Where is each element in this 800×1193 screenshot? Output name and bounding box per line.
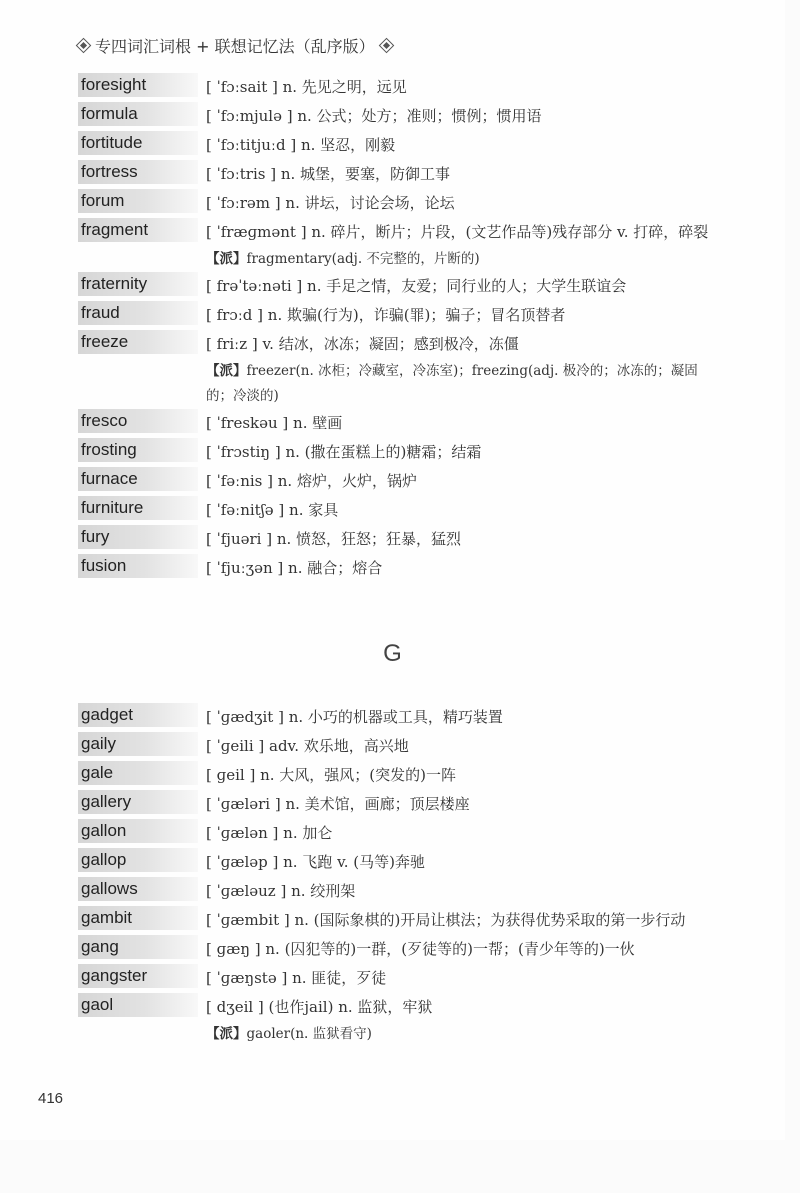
definition: [ ˈfræɡmənt ] n. 碎片，断片；片段，(文艺作品等)残存部分 v. 打碎，碎裂: [206, 223, 709, 241]
headword: furnace: [78, 467, 198, 491]
dictionary-entry: [78, 160, 718, 189]
dictionary-entry: [78, 964, 718, 993]
definition: [ ˈfɔːtris ] n. 城堡，要塞，防御工事: [206, 165, 451, 183]
headword: fury: [78, 525, 198, 549]
entry-body: [206, 496, 718, 525]
headword: foresight: [78, 73, 198, 97]
headword: fragment: [78, 218, 198, 242]
definition: [ friːz ] v. 结冰，冰冻；凝固；感到极冷，冻僵: [206, 335, 519, 353]
dictionary-entry: [78, 301, 718, 330]
headword: fresco: [78, 409, 198, 433]
entry-body: [206, 525, 718, 554]
entry-body: [206, 906, 718, 935]
dictionary-entry: [78, 848, 718, 877]
entry-body: [206, 761, 718, 790]
headword: gallon: [78, 819, 198, 843]
headword: gambit: [78, 906, 198, 930]
entry-body: [206, 301, 718, 330]
dictionary-entry: [78, 877, 718, 906]
dictionary-entry: [78, 993, 718, 1047]
definition: [ dʒeil ] (也作jail) n. 监狱，牢狱: [206, 998, 433, 1016]
dictionary-entry: [78, 131, 718, 160]
headword: freeze: [78, 330, 198, 354]
dictionary-entry: [78, 467, 718, 496]
headword: gangster: [78, 964, 198, 988]
diamond-ornament-icon: [76, 38, 92, 54]
headword: fortress: [78, 160, 198, 184]
entry-body: [206, 73, 718, 102]
dictionary-entry: [78, 218, 718, 272]
dictionary-entry: [78, 272, 718, 301]
derived-tag: 【派】: [206, 1026, 247, 1042]
derived-text: gaoler(n. 监狱看守): [246, 1026, 372, 1042]
headword: gaol: [78, 993, 198, 1017]
definition: [ frɔːd ] n. 欺骗(行为)，诈骗(罪)；骗子；冒名顶替者: [206, 306, 566, 324]
entry-body: [206, 467, 718, 496]
definition: [ ˈfjuːʒən ] n. 融合；熔合: [206, 559, 383, 577]
definition: [ ˈɡæmbit ] n. (国际象棋的)开局让棋法；为获得优势采取的第一步行动: [206, 911, 686, 929]
entry-body: [206, 993, 718, 1047]
headword: fraud: [78, 301, 198, 325]
headword: gallows: [78, 877, 198, 901]
derived-text: freezer(n. 冰柜；冷藏室，冷冻室)；freezing(adj. 极冷的；冰冻的；凝固的；冷淡的): [206, 363, 698, 404]
definition: [ ˈfjuəri ] n. 愤怒，狂怒；狂暴，猛烈: [206, 530, 462, 548]
definition: [ ˈɡæləri ] n. 美术馆，画廊；顶层楼座: [206, 795, 470, 813]
dictionary-entry: [78, 554, 718, 583]
entry-body: [206, 964, 718, 993]
dictionary-entry: [78, 409, 718, 438]
derived-tag: 【派】: [206, 363, 247, 379]
headword: formula: [78, 102, 198, 126]
page-number: 416: [38, 1090, 64, 1107]
entry-body: [206, 848, 718, 877]
definition: [ ˈɡæləuz ] n. 绞刑架: [206, 882, 356, 900]
entry-body: [206, 160, 718, 189]
headword: fraternity: [78, 272, 198, 296]
entry-body: [206, 330, 718, 409]
dictionary-entry: [78, 790, 718, 819]
entry-body: [206, 102, 718, 131]
headword: gaily: [78, 732, 198, 756]
definition: [ ˈfəːnis ] n. 熔炉，火炉，锅炉: [206, 472, 417, 490]
dictionary-entry: [78, 761, 718, 790]
entry-body: [206, 131, 718, 160]
headword: gale: [78, 761, 198, 785]
definition: [ ˈfɔːmjulə ] n. 公式；处方；准则；惯例；惯用语: [206, 107, 542, 125]
headword: gallop: [78, 848, 198, 872]
headword: frosting: [78, 438, 198, 462]
headword: gang: [78, 935, 198, 959]
definition: [ ˈɡædʒit ] n. 小巧的机器或工具，精巧装置: [206, 708, 503, 726]
definition: [ ˈɡeili ] adv. 欢乐地，高兴地: [206, 737, 409, 755]
headword: gadget: [78, 703, 198, 727]
definition: [ ˈɡæləp ] n. 飞跑 v. (马等)奔驰: [206, 853, 426, 871]
entry-body: [206, 218, 718, 272]
definition: [ ˈfəːnitʃə ] n. 家具: [206, 501, 339, 519]
headword: gallery: [78, 790, 198, 814]
definition: [ ˈfrɔstiŋ ] n. (撒在蛋糕上的)糖霜；结霜: [206, 443, 482, 461]
derived-words: [206, 247, 718, 272]
dictionary-entry: [78, 73, 718, 102]
entry-body: [206, 409, 718, 438]
dictionary-entry: [78, 438, 718, 467]
entry-body: [206, 877, 718, 906]
dictionary-entry: [78, 330, 718, 409]
derived-words: [206, 1022, 718, 1047]
dictionary-entry: [78, 935, 718, 964]
dictionary-entry: [78, 906, 718, 935]
entry-body: [206, 732, 718, 761]
definition: [ ˈɡælən ] n. 加仑: [206, 824, 333, 842]
definition: [ ˈfɔːrəm ] n. 讲坛，讨论会场，论坛: [206, 194, 455, 212]
entry-body: [206, 790, 718, 819]
entries-f: [78, 73, 718, 583]
headword: furniture: [78, 496, 198, 520]
derived-text: fragmentary(adj. 不完整的，片断的): [246, 251, 480, 267]
header-title: 专四词汇词根 + 联想记忆法（乱序版）: [95, 37, 375, 56]
definition: [ frəˈtəːnəti ] n. 手足之情，友爱；同行业的人；大学生联谊会: [206, 277, 627, 295]
entry-body: [206, 935, 718, 964]
dictionary-entry: [78, 102, 718, 131]
definition: [ ˈfɔːsait ] n. 先见之明，远见: [206, 78, 407, 96]
entries-g: [78, 703, 718, 1047]
definition: [ ɡæŋ ] n. (囚犯等的)一群，(歹徒等的)一帮；(青少年等的)一伙: [206, 940, 635, 958]
definition: [ ˈfɔːtitjuːd ] n. 坚忍，刚毅: [206, 136, 396, 154]
dictionary-entry: [78, 189, 718, 218]
dictionary-entry: [78, 819, 718, 848]
headword: fusion: [78, 554, 198, 578]
headword: fortitude: [78, 131, 198, 155]
definition: [ ˈfreskəu ] n. 壁画: [206, 414, 343, 432]
letter-heading: G: [383, 640, 402, 667]
entry-body: [206, 438, 718, 467]
entry-body: [206, 819, 718, 848]
headword: forum: [78, 189, 198, 213]
entry-body: [206, 189, 718, 218]
derived-tag: 【派】: [206, 251, 247, 267]
diamond-ornament-icon: [378, 38, 394, 54]
dictionary-entry: [78, 525, 718, 554]
entry-body: [206, 554, 718, 583]
dictionary-entry: [78, 496, 718, 525]
dictionary-entry: [78, 703, 718, 732]
definition: [ ˈɡæŋstə ] n. 匪徒，歹徒: [206, 969, 387, 987]
entry-body: [206, 703, 718, 732]
running-header: [78, 34, 392, 57]
derived-words: [206, 359, 718, 409]
entry-body: [206, 272, 718, 301]
dictionary-entry: [78, 732, 718, 761]
definition: [ ɡeil ] n. 大风，强风；(突发的)一阵: [206, 766, 456, 784]
